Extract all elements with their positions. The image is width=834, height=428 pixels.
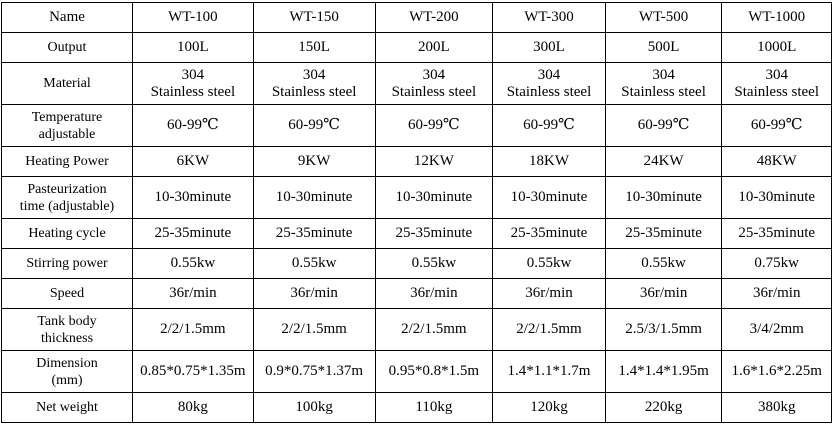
header-cell-model: WT-300 xyxy=(493,3,606,33)
header-cell-model: WT-150 xyxy=(253,3,375,33)
table-row xyxy=(2,105,832,147)
cell-value: 0.75kw xyxy=(754,255,799,271)
table-cell xyxy=(132,279,253,309)
table-cell xyxy=(605,105,722,147)
table-cell xyxy=(253,63,375,105)
row-label-line: Stirring power xyxy=(26,256,108,271)
row-label-line: Temperature xyxy=(31,109,103,125)
cell-value: 60-99℃ xyxy=(523,117,575,133)
cell-value: 304 xyxy=(652,66,675,83)
cell-value: Stainless steel xyxy=(621,83,706,100)
table-cell xyxy=(375,249,493,279)
cell-value: 1000L xyxy=(757,39,797,55)
table-row xyxy=(2,147,832,177)
row-label-line: thickness xyxy=(40,330,94,346)
cell-value: 10-30minute xyxy=(510,189,588,205)
table-cell xyxy=(722,351,832,393)
row-label xyxy=(2,63,133,105)
row-label xyxy=(2,393,133,423)
table-cell xyxy=(605,33,722,63)
table-row xyxy=(2,33,832,63)
row-label xyxy=(2,279,133,309)
cell-value: 2/2/1.5mm xyxy=(516,321,582,337)
table-cell xyxy=(605,249,722,279)
table-cell xyxy=(493,147,606,177)
cell-value: 25-35minute xyxy=(154,225,232,241)
table-cell xyxy=(493,309,606,351)
table-cell xyxy=(132,219,253,249)
cell-value: 36r/min xyxy=(410,285,458,301)
row-label xyxy=(2,351,133,393)
table-cell xyxy=(493,33,606,63)
cell-value: 10-30minute xyxy=(625,189,702,205)
row-label xyxy=(2,177,133,219)
cell-value: 36r/min xyxy=(290,285,338,301)
table-cell xyxy=(722,33,832,63)
cell-value: 18KW xyxy=(528,153,569,169)
row-label-line: Dimension xyxy=(36,355,98,371)
table-cell xyxy=(253,393,375,423)
table-row xyxy=(2,309,832,351)
table-row xyxy=(2,177,832,219)
table-cell xyxy=(375,105,493,147)
cell-value: 100L xyxy=(177,39,209,55)
cell-value: Stainless steel xyxy=(391,83,477,100)
cell-value: 24KW xyxy=(643,153,684,169)
cell-value: 36r/min xyxy=(752,285,801,301)
table-cell xyxy=(132,63,253,105)
table-cell xyxy=(132,249,253,279)
table-cell xyxy=(375,279,493,309)
table-cell xyxy=(605,219,722,249)
table-cell xyxy=(253,351,375,393)
cell-value: 25-35minute xyxy=(510,225,588,241)
cell-value: 60-99℃ xyxy=(407,117,460,133)
row-label-line: time (adjustable) xyxy=(19,198,115,214)
cell-value: 0.95*0.8*1.5m xyxy=(388,363,480,379)
table-cell xyxy=(605,177,722,219)
table-cell xyxy=(375,63,493,105)
cell-value: Stainless steel xyxy=(506,83,592,100)
spec-table xyxy=(1,2,832,423)
row-label-line: Heating Power xyxy=(25,154,109,169)
table-row xyxy=(2,219,832,249)
table-cell xyxy=(375,219,493,249)
cell-value: 1.4*1.4*1.95m xyxy=(618,363,709,379)
cell-value: 2/2/1.5mm xyxy=(160,321,226,337)
table-cell xyxy=(605,147,722,177)
cell-value: 0.55kw xyxy=(170,255,216,271)
header-cell-model: WT-1000 xyxy=(722,3,832,33)
table-row xyxy=(2,249,832,279)
table-cell xyxy=(132,393,253,423)
cell-value: 0.55kw xyxy=(291,255,337,271)
table-cell xyxy=(253,105,375,147)
cell-value: 2/2/1.5mm xyxy=(281,321,347,337)
header-cell-name: Name xyxy=(2,3,133,33)
table-cell xyxy=(605,279,722,309)
cell-value: 304 xyxy=(765,66,788,83)
table-cell xyxy=(493,105,606,147)
cell-value: 0.85*0.75*1.35m xyxy=(140,363,246,379)
cell-value: 150L xyxy=(298,39,330,55)
cell-value: 36r/min xyxy=(525,285,573,301)
cell-value: 60-99℃ xyxy=(166,117,219,133)
cell-value: 25-35minute xyxy=(275,225,353,241)
header-cell-model: WT-200 xyxy=(375,3,493,33)
cell-value: 3/4/2mm xyxy=(749,321,804,337)
cell-value: 10-30minute xyxy=(738,189,816,205)
table-cell xyxy=(722,393,832,423)
table-cell xyxy=(132,309,253,351)
table-cell xyxy=(253,309,375,351)
table-cell xyxy=(132,177,253,219)
cell-value: 1.4*1.1*1.7m xyxy=(507,363,591,379)
table-cell xyxy=(722,63,832,105)
cell-value: 380kg xyxy=(757,399,796,415)
cell-value: 500L xyxy=(647,39,680,55)
table-cell xyxy=(493,249,606,279)
table-cell xyxy=(605,393,722,423)
cell-value: 25-35minute xyxy=(625,225,702,241)
cell-value: Stainless steel xyxy=(271,83,357,100)
cell-value: 1.6*1.6*2.25m xyxy=(731,363,822,379)
table-cell xyxy=(132,105,253,147)
header-cell-model: WT-500 xyxy=(605,3,722,33)
row-label xyxy=(2,309,133,351)
table-cell xyxy=(253,219,375,249)
table-row xyxy=(2,393,832,423)
cell-value: 25-35minute xyxy=(395,225,473,241)
row-label-line: Output xyxy=(47,40,87,55)
cell-value: 48KW xyxy=(756,153,797,169)
row-label xyxy=(2,147,133,177)
cell-value: 10-30minute xyxy=(154,189,232,205)
cell-value: 0.55kw xyxy=(641,255,686,271)
table-cell xyxy=(253,33,375,63)
header-row xyxy=(2,3,832,33)
row-label-line: Net weight xyxy=(36,400,98,415)
cell-value: 200L xyxy=(418,39,450,55)
cell-value: 36r/min xyxy=(639,285,688,301)
table-cell xyxy=(722,279,832,309)
cell-value: 60-99℃ xyxy=(750,117,803,133)
cell-value: 110kg xyxy=(415,399,453,415)
row-label-line: Pasteurization xyxy=(27,181,107,197)
table-cell xyxy=(375,393,493,423)
cell-value: 80kg xyxy=(177,399,208,415)
table-cell xyxy=(722,219,832,249)
table-cell xyxy=(253,249,375,279)
row-label xyxy=(2,249,133,279)
table-cell xyxy=(605,309,722,351)
table-cell xyxy=(722,177,832,219)
row-label-line: Speed xyxy=(49,286,85,301)
cell-value: 300L xyxy=(533,39,565,55)
table-row xyxy=(2,63,832,105)
cell-value: 2.5/3/1.5mm xyxy=(625,321,702,337)
table-cell xyxy=(253,279,375,309)
table-cell xyxy=(722,309,832,351)
table-cell xyxy=(722,249,832,279)
row-label xyxy=(2,33,133,63)
row-label-line: Heating cycle xyxy=(28,226,106,241)
table-cell xyxy=(493,63,606,105)
row-label xyxy=(2,219,133,249)
cell-value: 60-99℃ xyxy=(288,117,341,133)
cell-value: 220kg xyxy=(644,399,683,415)
cell-value: 120kg xyxy=(530,399,568,415)
cell-value: 304 xyxy=(302,66,326,83)
table-cell xyxy=(253,177,375,219)
cell-value: 304 xyxy=(422,66,446,83)
table-cell xyxy=(375,309,493,351)
cell-value: 2/2/1.5mm xyxy=(401,321,467,337)
header-cell-model: WT-100 xyxy=(132,3,253,33)
row-label-line: Material xyxy=(43,76,91,91)
table-cell xyxy=(605,63,722,105)
cell-value: Stainless steel xyxy=(734,83,819,100)
row-label xyxy=(2,105,133,147)
table-cell xyxy=(722,105,832,147)
cell-value: 304 xyxy=(537,66,561,83)
row-label-line: Tank body xyxy=(37,313,97,329)
table-cell xyxy=(253,147,375,177)
cell-value: 304 xyxy=(181,66,205,83)
table-cell xyxy=(493,351,606,393)
table-cell xyxy=(722,147,832,177)
cell-value: 12KW xyxy=(413,153,454,169)
table-cell xyxy=(132,351,253,393)
table-cell xyxy=(375,33,493,63)
row-label-line: adjustable xyxy=(38,126,96,142)
table-cell xyxy=(605,351,722,393)
cell-value: Stainless steel xyxy=(150,83,236,100)
cell-value: 100kg xyxy=(295,399,333,415)
table-cell xyxy=(493,219,606,249)
cell-value: 9KW xyxy=(297,153,331,169)
cell-value: 36r/min xyxy=(169,285,217,301)
cell-value: 0.9*0.75*1.37m xyxy=(265,363,364,379)
cell-value: 10-30minute xyxy=(395,189,473,205)
cell-value: 0.55kw xyxy=(411,255,457,271)
cell-value: 6KW xyxy=(176,153,210,169)
table-cell xyxy=(375,351,493,393)
table-cell xyxy=(375,177,493,219)
table-cell xyxy=(132,147,253,177)
table-cell xyxy=(493,279,606,309)
cell-value: 0.55kw xyxy=(526,255,572,271)
cell-value: 25-35minute xyxy=(738,225,816,241)
row-label-line: (mm) xyxy=(51,372,83,388)
table-cell xyxy=(132,33,253,63)
table-cell xyxy=(493,393,606,423)
cell-value: 10-30minute xyxy=(275,189,353,205)
table-cell xyxy=(375,147,493,177)
cell-value: 60-99℃ xyxy=(637,117,690,133)
table-cell xyxy=(493,177,606,219)
table-row xyxy=(2,351,832,393)
table-row xyxy=(2,279,832,309)
